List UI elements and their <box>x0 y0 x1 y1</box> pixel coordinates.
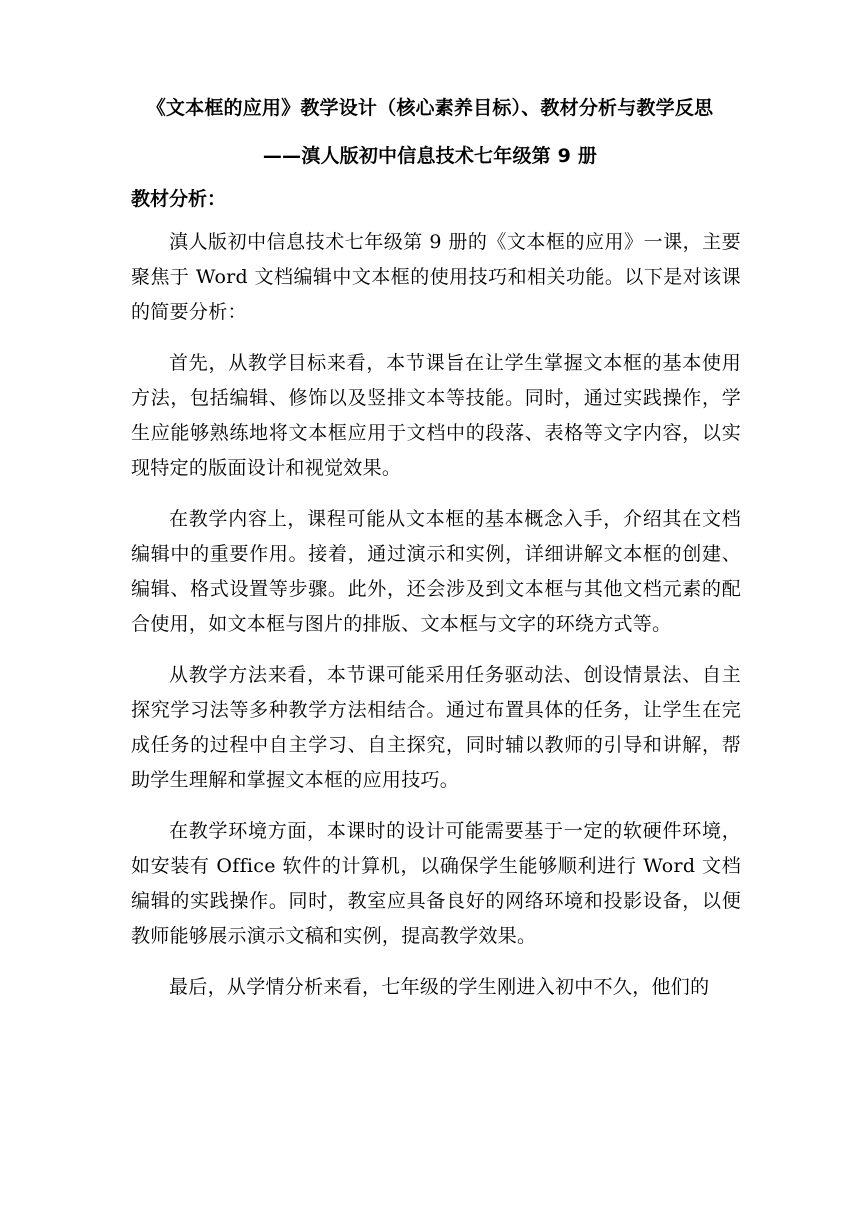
document-body <box>131 225 741 1021</box>
paragraph: 在教学环境方面，本课时的设计可能需要基于一定的软硬件环境，如安装有 Office 软件的计算机，以确保学生能够顺利进行 Word 文档编辑的实践操作。同时，教室应具备良好的网络环境和投影设备，以便教师能够展示演示文稿和实例，提高教学效果。 <box>131 820 741 947</box>
section-heading: 教材分析： <box>131 188 227 210</box>
paragraph: 首先，从教学目标来看，本节课旨在让学生掌握文本框的基本使用方法，包括编辑、修饰以及竖排文本等技能。同时，通过实践操作，学生应能够熟练地将文本框应用于文档中的段落、表格等文字内容，以实现特定的版面设计和视觉效果。 <box>131 352 741 479</box>
paragraph: 最后，从学情分析来看，七年级的学生刚进入初中不久，他们的 <box>169 976 710 998</box>
paragraph: 从教学方法来看，本节课可能采用任务驱动法、创设情景法、自主探究学习法等多种教学方法相结合。通过布置具体的任务，让学生在完成任务的过程中自主学习、自主探究，同时辅以教师的引导和讲解，帮助学生理解和掌握文本框的应用技巧。 <box>131 664 741 791</box>
paragraph: 在教学内容上，课程可能从文本框的基本概念入手，介绍其在文档编辑中的重要作用。接着，通过演示和实例，详细讲解文本框的创建、编辑、格式设置等步骤。此外，还会涉及到文本框与其他文档元素的配合使用，如文本框与图片的排版、文本框与文字的环绕方式等。 <box>131 508 741 635</box>
document-title: 《文本框的应用》教学设计（核心素养目标）、教材分析与教学反思 <box>146 97 714 119</box>
paragraph: 滇人版初中信息技术七年级第 9 册的《文本框的应用》一课，主要聚焦于 Word 文档编辑中文本框的使用技巧和相关功能。以下是对该课的简要分析： <box>131 231 741 323</box>
document-subtitle: ——滇人版初中信息技术七年级第 9 册 <box>262 145 598 167</box>
